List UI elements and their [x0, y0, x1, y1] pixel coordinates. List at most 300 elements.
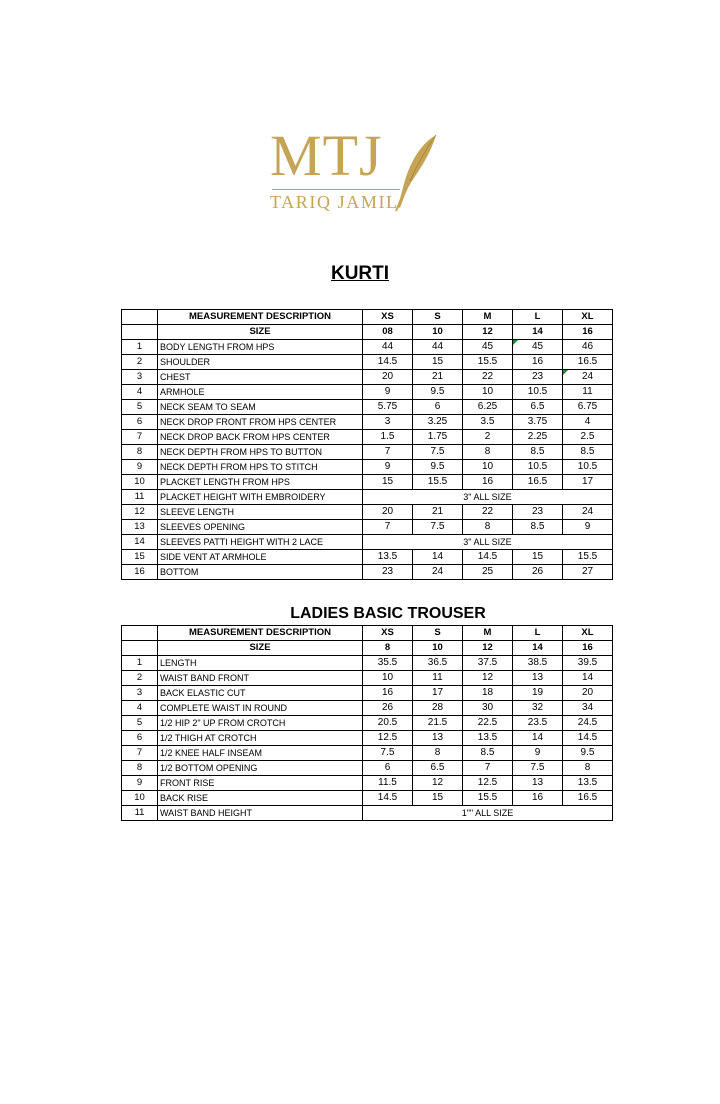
measurement-value: 14.5 — [377, 792, 398, 803]
header-size-l: L — [513, 310, 563, 325]
measurement-value: 38.5 — [527, 657, 548, 668]
row-description: NECK SEAM TO SEAM — [158, 400, 363, 415]
table-row — [122, 716, 613, 731]
measurement-cell — [363, 761, 413, 776]
measurement-cell — [363, 340, 413, 355]
measurement-value: 11 — [432, 672, 443, 683]
row-description: SLEEVES OPENING — [158, 520, 363, 535]
measurement-value: 8.5 — [580, 446, 595, 457]
measurement-value: 14 — [531, 732, 544, 743]
measurement-cell — [363, 731, 413, 746]
measurement-value: 10 — [381, 672, 394, 683]
measurement-value: 9.5 — [580, 747, 595, 758]
measurement-cell — [513, 460, 563, 475]
row-number: 13 — [122, 520, 158, 535]
cell-comment-marker — [513, 340, 518, 345]
measurement-value: 46 — [581, 341, 594, 352]
measurement-cell — [363, 475, 413, 490]
measurement-cell — [413, 400, 463, 415]
measurement-value: 9 — [384, 386, 391, 397]
measurement-cell — [413, 761, 463, 776]
measurement-value: 7.5 — [530, 762, 545, 773]
measurement-value: 22 — [481, 371, 494, 382]
measurement-value: 44 — [431, 341, 444, 352]
measurement-value: 7 — [484, 762, 491, 773]
measurement-cell — [563, 460, 613, 475]
measurement-cell — [413, 505, 463, 520]
measurement-value: 12 — [431, 777, 444, 788]
measurement-cell — [413, 716, 463, 731]
size-row — [122, 325, 613, 340]
cell-comment-marker — [563, 370, 568, 375]
measurement-value: 16 — [481, 476, 494, 487]
measurement-value: 10.5 — [577, 461, 598, 472]
row-number: 9 — [122, 776, 158, 791]
measurement-cell — [513, 385, 563, 400]
header-size-xl: XL — [563, 310, 613, 325]
measurement-cell — [363, 385, 413, 400]
measurement-value: 15.5 — [477, 792, 498, 803]
measurement-cell — [563, 761, 613, 776]
measurement-cell — [563, 400, 613, 415]
header-size-s: S — [413, 626, 463, 641]
measurement-cell — [463, 415, 513, 430]
measurement-cell — [413, 776, 463, 791]
measurement-cell — [563, 475, 613, 490]
measurement-value: 12.5 — [477, 777, 498, 788]
measurement-cell — [463, 520, 513, 535]
measurement-cell — [563, 355, 613, 370]
measurement-cell — [413, 415, 463, 430]
row-number: 8 — [122, 761, 158, 776]
brand-logo — [0, 125, 720, 225]
measurement-cell — [563, 430, 613, 445]
header-description: MEASUREMENT DESCRIPTION — [158, 626, 363, 641]
measurement-cell — [463, 430, 513, 445]
measurement-value: 39.5 — [577, 657, 598, 668]
table-row — [122, 385, 613, 400]
header-size-m: M — [463, 626, 513, 641]
measurement-value: 6 — [434, 401, 441, 412]
measurement-value: 9 — [584, 521, 591, 532]
measurement-cell — [463, 355, 513, 370]
measurement-cell — [513, 475, 563, 490]
measurement-value: 15 — [431, 356, 444, 367]
measurement-cell — [513, 686, 563, 701]
table-row — [122, 701, 613, 716]
measurement-cell — [513, 370, 563, 385]
header-size-xs: XS — [363, 626, 413, 641]
measurement-value: 9 — [534, 747, 541, 758]
row-description: FRONT RISE — [158, 776, 363, 791]
measurement-value: 20 — [381, 506, 394, 517]
measurement-value: 3.25 — [427, 416, 448, 427]
size-value: 12 — [463, 641, 513, 656]
all-size-value: 3" ALL SIZE — [363, 490, 613, 505]
row-description: 1/2 BOTTOM OPENING — [158, 761, 363, 776]
measurement-cell — [413, 550, 463, 565]
measurement-cell — [413, 565, 463, 580]
measurement-value: 7.5 — [380, 747, 395, 758]
row-number: 4 — [122, 701, 158, 716]
size-value: 14 — [513, 641, 563, 656]
measurement-cell — [363, 686, 413, 701]
measurement-value: 7.5 — [430, 521, 445, 532]
measurement-cell — [463, 761, 513, 776]
measurement-cell — [513, 430, 563, 445]
measurement-cell — [413, 686, 463, 701]
measurement-value: 32 — [531, 702, 544, 713]
measurement-cell — [463, 746, 513, 761]
measurement-cell — [513, 520, 563, 535]
kurti-size-table — [121, 309, 613, 580]
row-description: BODY LENGTH FROM HPS — [158, 340, 363, 355]
measurement-cell — [413, 746, 463, 761]
measurement-cell — [563, 340, 613, 355]
row-number: 4 — [122, 385, 158, 400]
measurement-cell — [563, 686, 613, 701]
measurement-value: 16.5 — [577, 792, 598, 803]
logo-text: MTJ — [270, 123, 383, 188]
row-description: NECK DEPTH FROM HPS TO BUTTON — [158, 445, 363, 460]
measurement-value: 9 — [384, 461, 391, 472]
measurement-value: 23.5 — [527, 717, 548, 728]
measurement-value: 2.5 — [580, 431, 595, 442]
row-description: SLEEVE LENGTH — [158, 505, 363, 520]
row-number: 2 — [122, 671, 158, 686]
row-description: CHEST — [158, 370, 363, 385]
row-description: SHOULDER — [158, 355, 363, 370]
table-row — [122, 490, 613, 505]
measurement-cell — [363, 701, 413, 716]
measurement-cell — [413, 355, 463, 370]
measurement-value: 9.5 — [430, 461, 445, 472]
size-value: 12 — [463, 325, 513, 340]
measurement-cell — [513, 671, 563, 686]
measurement-value: 11 — [582, 386, 593, 397]
measurement-cell — [563, 505, 613, 520]
size-row — [122, 641, 613, 656]
measurement-cell — [463, 370, 513, 385]
measurement-value: 22.5 — [477, 717, 498, 728]
measurement-cell — [363, 746, 413, 761]
size-label: SIZE — [158, 325, 363, 340]
table-row — [122, 520, 613, 535]
table-row — [122, 505, 613, 520]
row-description: PLACKET HEIGHT WITH EMBROIDERY — [158, 490, 363, 505]
header-size-xl: XL — [563, 626, 613, 641]
measurement-cell — [463, 475, 513, 490]
row-number: 5 — [122, 716, 158, 731]
measurement-cell — [463, 400, 513, 415]
measurement-value: 10 — [481, 386, 494, 397]
measurement-value: 10.5 — [527, 461, 548, 472]
measurement-value: 13.5 — [377, 551, 398, 562]
measurement-cell — [563, 716, 613, 731]
measurement-value: 8.5 — [530, 521, 545, 532]
measurement-cell — [563, 656, 613, 671]
measurement-cell — [463, 716, 513, 731]
row-number: 10 — [122, 791, 158, 806]
row-number: 6 — [122, 731, 158, 746]
measurement-cell — [363, 520, 413, 535]
measurement-cell — [363, 550, 413, 565]
measurement-value: 18 — [481, 687, 494, 698]
row-description: NECK DROP BACK FROM HPS CENTER — [158, 430, 363, 445]
measurement-cell — [563, 385, 613, 400]
table-row — [122, 370, 613, 385]
measurement-cell — [413, 791, 463, 806]
table-row — [122, 460, 613, 475]
measurement-cell — [563, 520, 613, 535]
header-size-l: L — [513, 626, 563, 641]
measurement-value: 16 — [531, 792, 544, 803]
measurement-value: 8 — [484, 446, 491, 457]
measurement-value: 24.5 — [577, 717, 598, 728]
logo-divider — [272, 189, 400, 190]
table-row — [122, 475, 613, 490]
table-row — [122, 731, 613, 746]
row-description: 1/2 KNEE HALF INSEAM — [158, 746, 363, 761]
measurement-cell — [513, 701, 563, 716]
row-description: ARMHOLE — [158, 385, 363, 400]
measurement-cell — [563, 415, 613, 430]
measurement-value: 15.5 — [577, 551, 598, 562]
measurement-value: 13 — [431, 732, 444, 743]
measurement-value: 6.5 — [430, 762, 445, 773]
row-number: 3 — [122, 686, 158, 701]
measurement-value: 12 — [481, 672, 494, 683]
measurement-value: 13.5 — [577, 777, 598, 788]
measurement-value: 24 — [431, 566, 444, 577]
measurement-cell — [363, 671, 413, 686]
measurement-cell — [413, 671, 463, 686]
measurement-value: 15.5 — [427, 476, 448, 487]
measurement-value: 17 — [581, 476, 594, 487]
table-row — [122, 355, 613, 370]
row-number: 12 — [122, 505, 158, 520]
measurement-value: 16.5 — [577, 356, 598, 367]
measurement-cell — [463, 340, 513, 355]
measurement-value: 14 — [581, 672, 594, 683]
size-value: 16 — [563, 641, 613, 656]
measurement-value: 5.75 — [377, 401, 398, 412]
size-value: 10 — [413, 325, 463, 340]
measurement-value: 26 — [531, 566, 544, 577]
header-size-xs: XS — [363, 310, 413, 325]
measurement-value: 14 — [431, 551, 444, 562]
measurement-value: 8.5 — [480, 747, 495, 758]
header-size-m: M — [463, 310, 513, 325]
row-number: 1 — [122, 656, 158, 671]
table-row — [122, 776, 613, 791]
measurement-cell — [513, 791, 563, 806]
measurement-cell — [363, 716, 413, 731]
row-description: LENGTH — [158, 656, 363, 671]
measurement-value: 14.5 — [477, 551, 498, 562]
measurement-value: 15 — [381, 476, 394, 487]
measurement-cell — [463, 686, 513, 701]
row-description: 1/2 THIGH AT CROTCH — [158, 731, 363, 746]
row-description: WAIST BAND FRONT — [158, 671, 363, 686]
measurement-cell — [413, 520, 463, 535]
measurement-value: 1.75 — [427, 431, 448, 442]
measurement-cell — [563, 701, 613, 716]
measurement-value: 19 — [531, 687, 544, 698]
measurement-cell — [513, 550, 563, 565]
measurement-value: 23 — [531, 371, 544, 382]
measurement-value: 21 — [431, 506, 444, 517]
measurement-cell — [513, 776, 563, 791]
measurement-value: 45 — [531, 341, 544, 352]
measurement-cell — [413, 385, 463, 400]
header-description: MEASUREMENT DESCRIPTION — [158, 310, 363, 325]
measurement-cell — [513, 340, 563, 355]
measurement-cell — [563, 731, 613, 746]
measurement-value: 4 — [584, 416, 591, 427]
measurement-value: 6 — [384, 762, 391, 773]
measurement-value: 21 — [431, 371, 444, 382]
measurement-value: 6.75 — [577, 401, 598, 412]
row-number: 1 — [122, 340, 158, 355]
measurement-value: 2.25 — [527, 431, 548, 442]
table-row — [122, 791, 613, 806]
measurement-cell — [363, 460, 413, 475]
table-row — [122, 400, 613, 415]
table-row — [122, 430, 613, 445]
size-blank-cell — [122, 641, 158, 656]
measurement-value: 15 — [431, 792, 444, 803]
table-row — [122, 550, 613, 565]
measurement-cell — [463, 701, 513, 716]
header-blank-cell — [122, 626, 158, 641]
logo-mark — [270, 125, 450, 220]
logo-subtitle: TARIQ JAMIL — [270, 192, 399, 212]
table-row — [122, 656, 613, 671]
row-description: SLEEVES PATTI HEIGHT WITH 2 LACE — [158, 535, 363, 550]
measurement-cell — [513, 415, 563, 430]
row-description: PLACKET LENGTH FROM HPS — [158, 475, 363, 490]
measurement-cell — [463, 791, 513, 806]
measurement-value: 30 — [481, 702, 494, 713]
size-value: 16 — [563, 325, 613, 340]
measurement-value: 13.5 — [477, 732, 498, 743]
measurement-value: 34 — [581, 702, 594, 713]
measurement-cell — [363, 505, 413, 520]
measurement-value: 20 — [381, 371, 394, 382]
measurement-value: 3 — [384, 416, 391, 427]
measurement-cell — [363, 355, 413, 370]
measurement-value: 22 — [481, 506, 494, 517]
measurement-value: 23 — [381, 566, 394, 577]
size-value: 8 — [363, 641, 413, 656]
measurement-cell — [363, 370, 413, 385]
measurement-value: 13 — [531, 672, 544, 683]
measurement-cell — [513, 746, 563, 761]
measurement-cell — [563, 776, 613, 791]
measurement-cell — [513, 656, 563, 671]
measurement-value: 2 — [484, 431, 491, 442]
measurement-value: 7 — [384, 446, 391, 457]
measurement-cell — [463, 445, 513, 460]
table-row — [122, 761, 613, 776]
measurement-value: 10 — [481, 461, 494, 472]
measurement-value: 8.5 — [530, 446, 545, 457]
measurement-cell — [463, 505, 513, 520]
measurement-cell — [413, 656, 463, 671]
measurement-cell — [513, 445, 563, 460]
measurement-cell — [413, 370, 463, 385]
measurement-value: 1.5 — [380, 431, 395, 442]
measurement-value: 14.5 — [577, 732, 598, 743]
measurement-cell — [513, 355, 563, 370]
row-number: 14 — [122, 535, 158, 550]
measurement-value: 12.5 — [377, 732, 398, 743]
measurement-value: 17 — [431, 687, 444, 698]
row-description: WAIST BAND HEIGHT — [158, 806, 363, 821]
measurement-value: 8 — [434, 747, 441, 758]
row-description: NECK DEPTH FROM HPS TO STITCH — [158, 460, 363, 475]
measurement-value: 14.5 — [377, 356, 398, 367]
row-description: COMPLETE WAIST IN ROUND — [158, 701, 363, 716]
measurement-value: 23 — [531, 506, 544, 517]
table-row — [122, 340, 613, 355]
size-value: 14 — [513, 325, 563, 340]
measurement-cell — [363, 656, 413, 671]
trouser-title: LADIES BASIC TROUSER — [290, 605, 486, 622]
trouser-size-table — [121, 625, 613, 821]
size-value: 10 — [413, 641, 463, 656]
row-number: 7 — [122, 746, 158, 761]
measurement-cell — [513, 731, 563, 746]
measurement-value: 37.5 — [477, 657, 498, 668]
measurement-value: 11.5 — [378, 777, 397, 788]
measurement-cell — [463, 565, 513, 580]
measurement-value: 15 — [531, 551, 544, 562]
row-description: BACK RISE — [158, 791, 363, 806]
header-row — [122, 626, 613, 641]
measurement-value: 8 — [584, 762, 591, 773]
measurement-cell — [363, 445, 413, 460]
measurement-cell — [513, 565, 563, 580]
measurement-cell — [463, 385, 513, 400]
measurement-value: 28 — [431, 702, 444, 713]
row-number: 16 — [122, 565, 158, 580]
measurement-value: 20 — [581, 687, 594, 698]
table-row — [122, 746, 613, 761]
row-number: 8 — [122, 445, 158, 460]
measurement-cell — [513, 400, 563, 415]
measurement-cell — [363, 791, 413, 806]
measurement-value: 35.5 — [377, 657, 398, 668]
measurement-cell — [413, 460, 463, 475]
measurement-cell — [413, 445, 463, 460]
measurement-cell — [563, 671, 613, 686]
measurement-cell — [463, 731, 513, 746]
measurement-value: 13 — [531, 777, 544, 788]
measurement-cell — [363, 430, 413, 445]
measurement-cell — [413, 475, 463, 490]
measurement-cell — [563, 746, 613, 761]
header-blank-cell — [122, 310, 158, 325]
row-number: 10 — [122, 475, 158, 490]
measurement-cell — [513, 505, 563, 520]
measurement-value: 45 — [481, 341, 494, 352]
measurement-value: 3.75 — [527, 416, 548, 427]
size-blank-cell — [122, 325, 158, 340]
measurement-cell — [463, 776, 513, 791]
measurement-cell — [413, 340, 463, 355]
